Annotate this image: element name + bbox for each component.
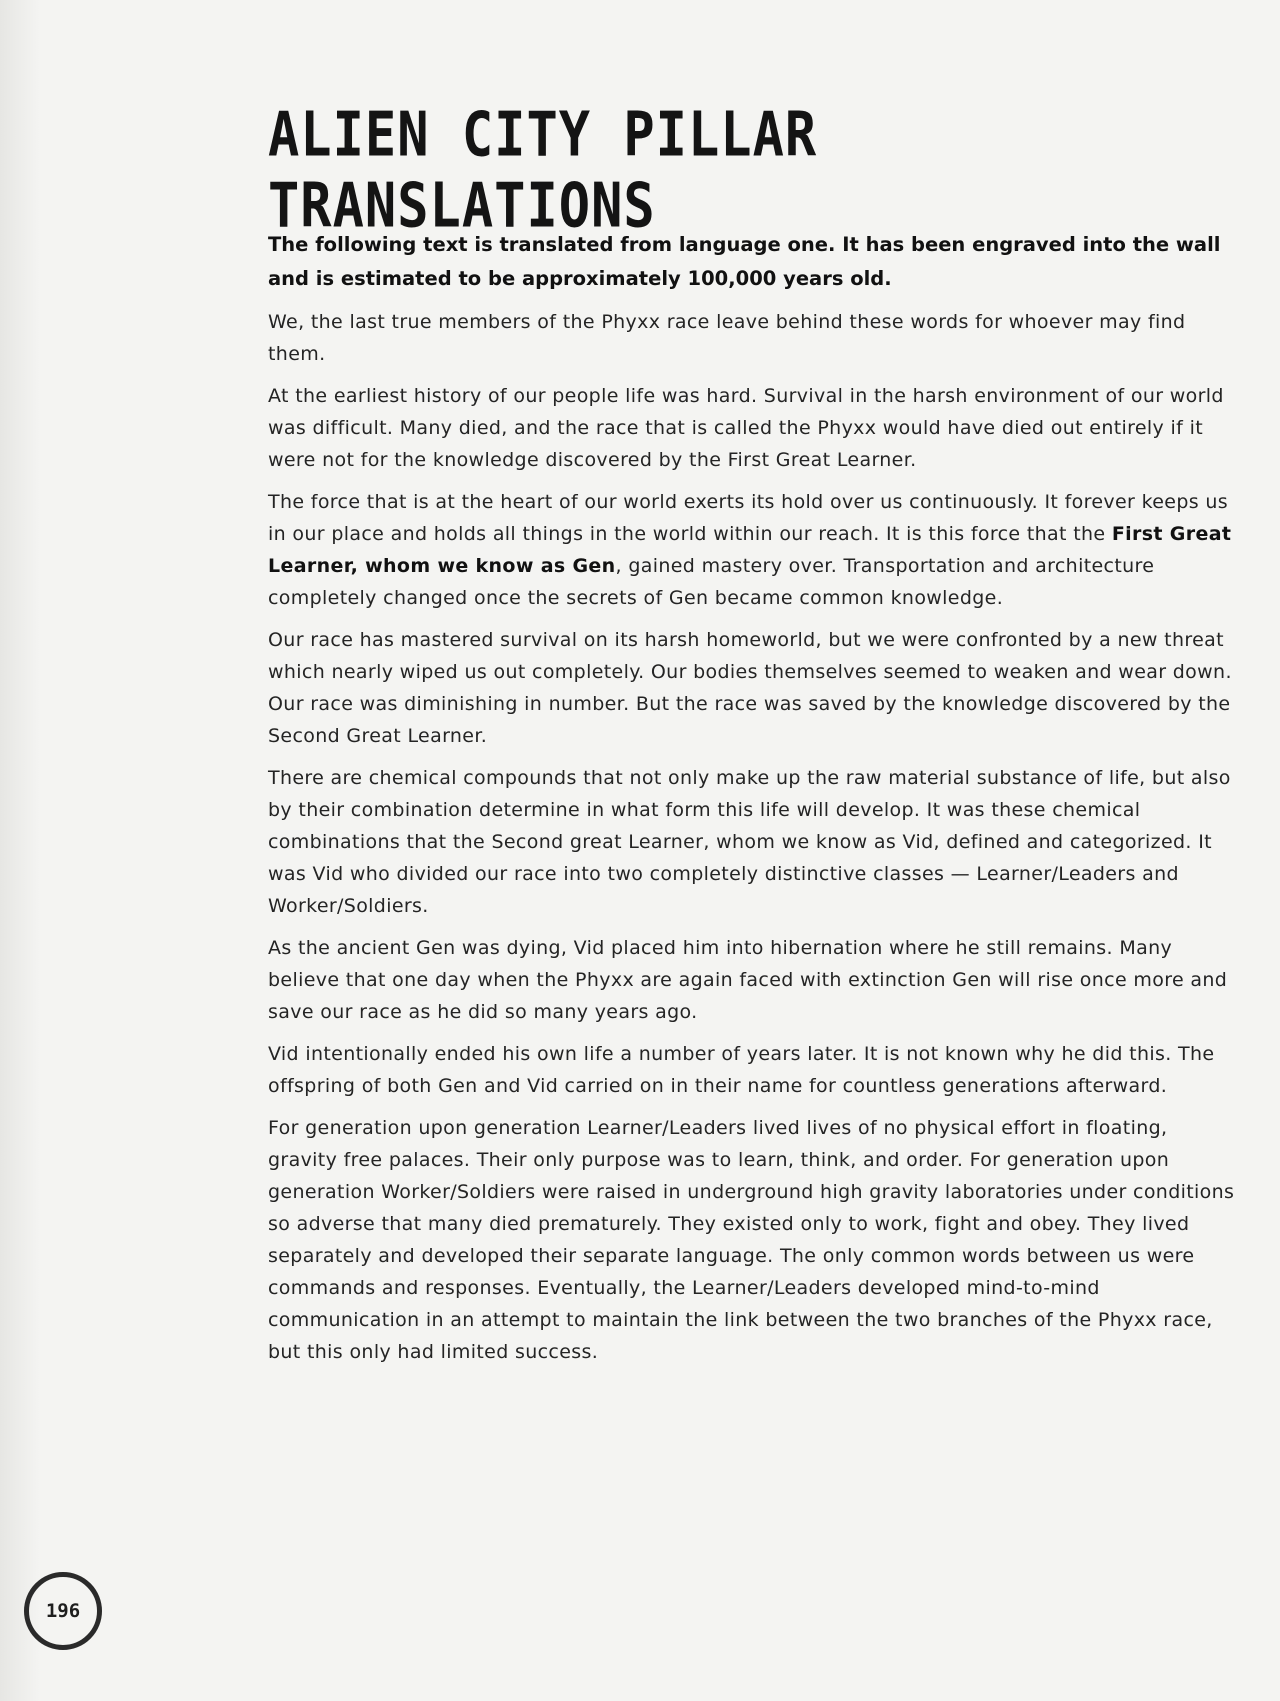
paragraph-hibernation: As the ancient Gen was dying, Vid placed him into hibernation where he still remains. Many believe that one day when the Phyxx are again faced with extinction Gen will rise once more and save our race as he did so many years ago. [268,937,1228,1023]
paragraph-last-members: We, the last true members of the Phyxx race leave behind these words for whoever may find them. [268,311,1186,365]
page-number: 196 [45,1600,81,1622]
paragraph-generations: For generation upon generation Learner/Leaders lived lives of no physical effort in floating, gravity free palaces. Their only purpose was to learn, think, and order. For generation upon generation Worker/Soldiers were raised in underground high gravity laboratories under conditions so adverse that many died prematurely. They existed only to work, fight and obey. They lived separately and developed their separate language. The only common words between us were commands and responses. Eventually, the Learner/Leaders developed mind-to-mind communication in an attempt to maintain the link between the two branches of the Phyxx race, but this only had limited success. [268,1117,1235,1363]
page-edge-shadow [0,0,40,1701]
paragraph-vid-ended-life: Vid intentionally ended his own life a number of years later. It is not known why he did this. The offspring of both Gen and Vid carried on in their name for countless generations afterward. [268,1043,1215,1097]
force-text-before: The force that is at the heart of our world exerts its hold over us continuously. It forever keeps us in our place and holds all things in the world within our reach. It is this force that the [268,491,1229,545]
paragraph-chemical-compounds: There are chemical compounds that not only make up the raw material substance of life, but also by their combination determine in what form this life will develop. It was these chemical combinations that the Second great Learner, whom we know as Vid, defined and categorized. It was Vid who divided our race into two completely distinctive classes — Learner/Leaders and Worker/Soldiers. [268,767,1231,917]
intro-text: The following text is translated from language one. It has been engraved into the wall and is estimated to be approximately 100,000 years old. [268,233,1221,290]
paragraph-force-of-gen [268,486,1236,614]
paragraph-new-threat: Our race has mastered survival on its harsh homeworld, but we were confronted by a new threat which nearly wiped us out completely. Our bodies themselves seemed to weaken and wear down. Our race was diminishing in number. But the race was saved by the knowledge discovered by the Second Great Learner. [268,629,1232,747]
paragraph-earliest-history: At the earliest history of our people life was hard. Survival in the harsh environment of our world was difficult. Many died, and the race that is called the Phyxx would have died out entirely if it were not for the knowledge discovered by the First Great Learner. [268,385,1224,471]
page-content [268,100,1236,1378]
first-great-learner-highlight: First Great Learner, whom we know as Gen [268,523,1232,577]
page-title: ALIEN CITY PILLAR TRANSLATIONS [268,100,818,242]
page-number-badge [24,1572,102,1650]
force-text-after: , gained mastery over. Transportation and architecture completely changed once the secrets of Gen became common knowledge. [268,555,1155,609]
